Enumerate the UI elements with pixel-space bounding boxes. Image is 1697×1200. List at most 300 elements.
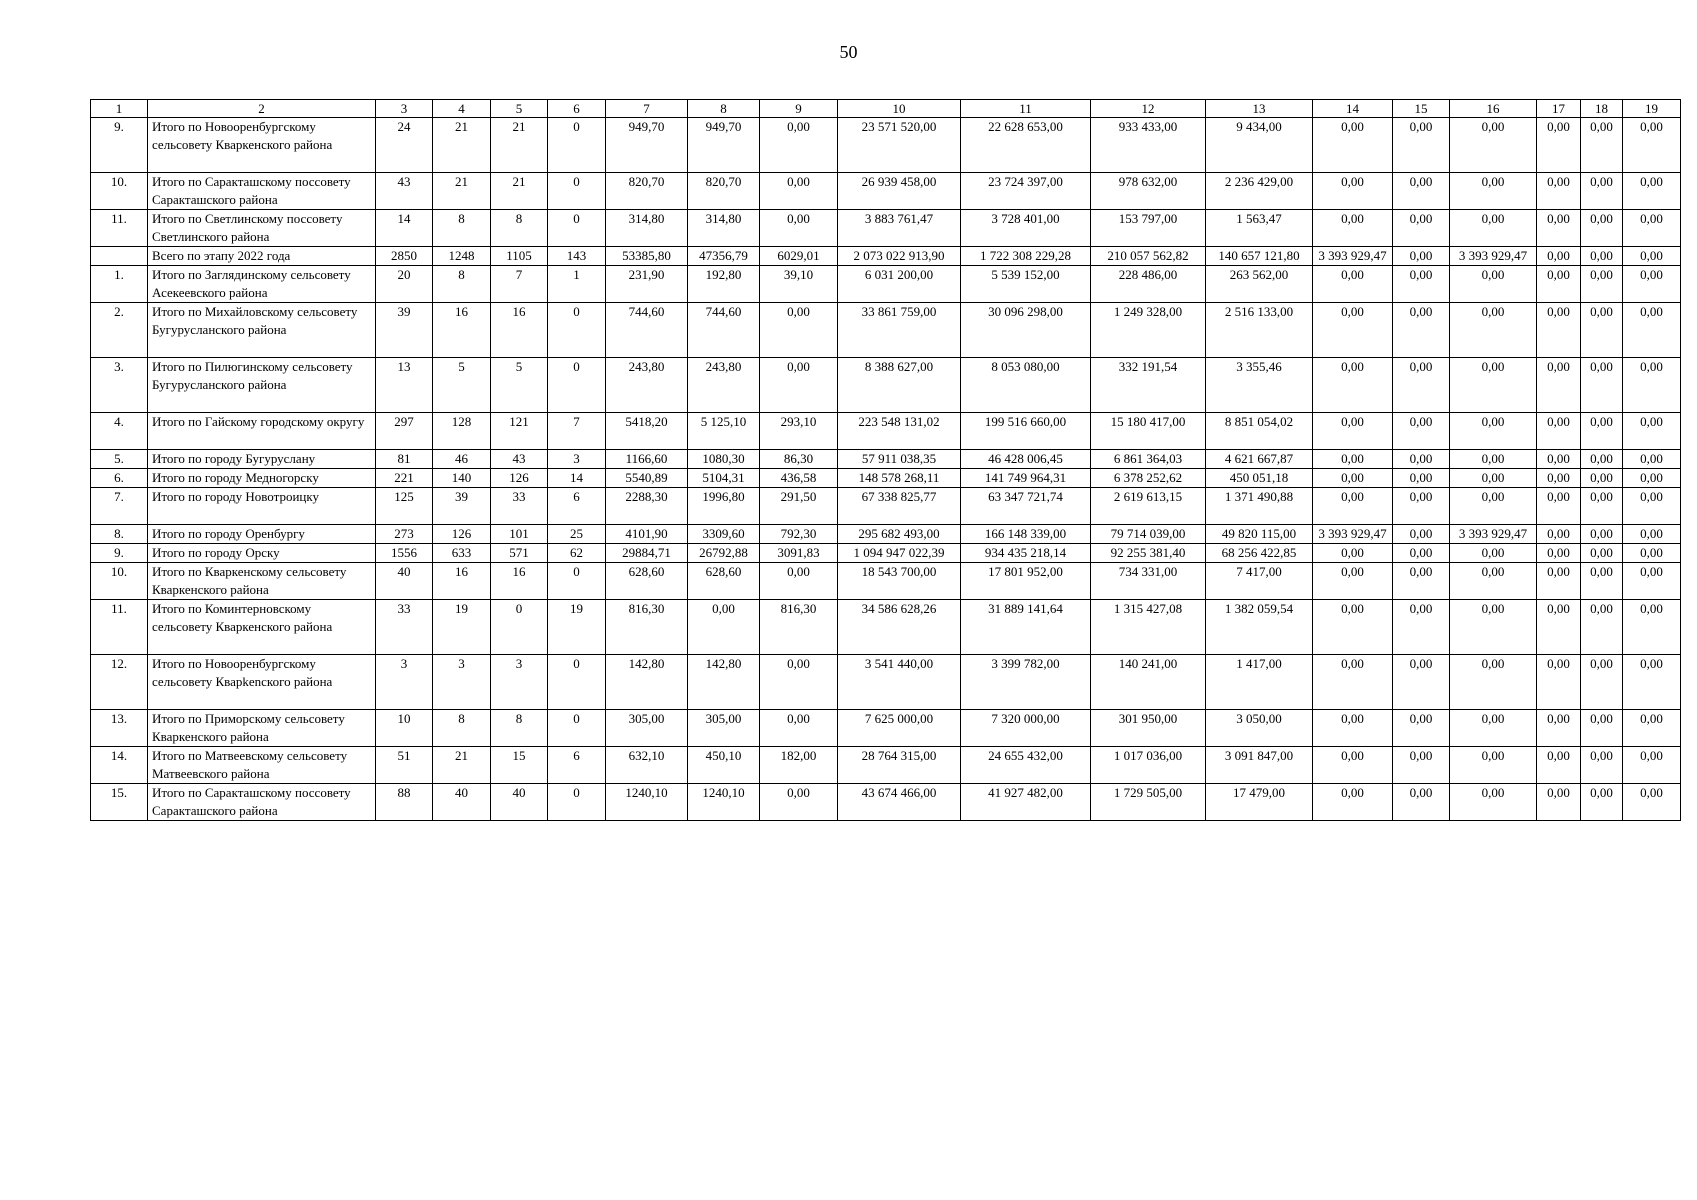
table-cell: 0,00 — [1313, 266, 1393, 303]
table-row — [91, 303, 1681, 358]
table-row — [91, 118, 1681, 173]
table-cell: 1 017 036,00 — [1091, 747, 1206, 784]
table-cell: 0,00 — [1537, 413, 1581, 450]
table-cell: 6029,01 — [760, 247, 838, 266]
table-cell: 0,00 — [1393, 525, 1450, 544]
table-cell: 16 — [433, 303, 491, 358]
table-cell: 0 — [548, 710, 606, 747]
table-cell: 1240,10 — [606, 784, 688, 821]
table-cell: 121 — [491, 413, 548, 450]
table-cell: 21 — [433, 747, 491, 784]
table-cell: 0,00 — [1450, 488, 1537, 525]
table-row — [91, 655, 1681, 710]
table-cell: 0,00 — [1313, 488, 1393, 525]
table-cell: 0,00 — [1623, 266, 1681, 303]
table-cell: 16 — [491, 563, 548, 600]
table-cell: 0 — [548, 358, 606, 413]
table-cell: 0,00 — [1393, 469, 1450, 488]
table-cell: 632,10 — [606, 747, 688, 784]
table-cell: 1 417,00 — [1206, 655, 1313, 710]
table-cell: 0,00 — [1393, 563, 1450, 600]
table-cell: 243,80 — [688, 358, 760, 413]
table-cell: 332 191,54 — [1091, 358, 1206, 413]
table-cell: 0,00 — [1581, 655, 1623, 710]
table-cell: 0,00 — [1537, 118, 1581, 173]
table-cell: 0,00 — [1450, 600, 1537, 655]
row-name: Итого по Саракташскому поссовету Саракташского района — [148, 173, 376, 210]
row-name: Итого по Матвеевскому сельсовету Матвеевского района — [148, 747, 376, 784]
column-number: 12 — [1091, 100, 1206, 118]
table-cell: 3 541 440,00 — [838, 655, 961, 710]
table-cell: 1 722 308 229,28 — [961, 247, 1091, 266]
table-cell: 40 — [491, 784, 548, 821]
table-cell: 0,00 — [1537, 525, 1581, 544]
table-cell: 1105 — [491, 247, 548, 266]
table-cell: 39,10 — [760, 266, 838, 303]
table-cell: 0,00 — [1623, 118, 1681, 173]
row-number: 15. — [91, 784, 148, 821]
table-cell: 1556 — [376, 544, 433, 563]
table-cell: 0,00 — [1623, 655, 1681, 710]
table-cell: 1 — [548, 266, 606, 303]
table-cell: 16 — [433, 563, 491, 600]
table-cell: 140 657 121,80 — [1206, 247, 1313, 266]
table-cell: 24 655 432,00 — [961, 747, 1091, 784]
table-cell: 3 — [376, 655, 433, 710]
row-name: Итого по Гайскому городскому округу — [148, 413, 376, 450]
table-cell: 0,00 — [1623, 600, 1681, 655]
table-cell: 228 486,00 — [1091, 266, 1206, 303]
table-cell: 0,00 — [1313, 173, 1393, 210]
table-cell: 450,10 — [688, 747, 760, 784]
table-cell: 0,00 — [1313, 358, 1393, 413]
table-cell: 30 096 298,00 — [961, 303, 1091, 358]
table-row — [91, 173, 1681, 210]
table-cell: 8 053 080,00 — [961, 358, 1091, 413]
table-cell: 63 347 721,74 — [961, 488, 1091, 525]
column-number-row — [91, 100, 1681, 118]
table-cell: 14 — [548, 469, 606, 488]
table-cell: 140 241,00 — [1091, 655, 1206, 710]
column-number: 6 — [548, 100, 606, 118]
table-cell: 0,00 — [1581, 210, 1623, 247]
row-name: Итого по Михайловскому сельсовету Бугурусланского района — [148, 303, 376, 358]
table-cell: 67 338 825,77 — [838, 488, 961, 525]
table-cell: 295 682 493,00 — [838, 525, 961, 544]
column-number: 2 — [148, 100, 376, 118]
table-cell: 3 — [433, 655, 491, 710]
table-cell: 0,00 — [760, 173, 838, 210]
table-cell: 633 — [433, 544, 491, 563]
table-cell: 223 548 131,02 — [838, 413, 961, 450]
table-cell: 0,00 — [760, 710, 838, 747]
column-number: 9 — [760, 100, 838, 118]
table-cell: 2288,30 — [606, 488, 688, 525]
table-cell: 142,80 — [606, 655, 688, 710]
table-cell: 0,00 — [1623, 488, 1681, 525]
table-cell: 15 — [491, 747, 548, 784]
table-cell: 1248 — [433, 247, 491, 266]
table-cell: 8 — [433, 710, 491, 747]
table-row — [91, 450, 1681, 469]
row-name: Итого по Новооренбургскому сельсовету Кварkenского района — [148, 655, 376, 710]
row-number: 5. — [91, 450, 148, 469]
table-cell: 0,00 — [1537, 358, 1581, 413]
table-row — [91, 563, 1681, 600]
table-cell: 0,00 — [760, 358, 838, 413]
table-cell: 0,00 — [1393, 118, 1450, 173]
table-cell: 301 950,00 — [1091, 710, 1206, 747]
table-cell: 21 — [433, 118, 491, 173]
table-row — [91, 469, 1681, 488]
table-cell: 125 — [376, 488, 433, 525]
table-cell: 1 371 490,88 — [1206, 488, 1313, 525]
table-cell: 436,58 — [760, 469, 838, 488]
table-cell: 0,00 — [1393, 710, 1450, 747]
page-number: 50 — [839, 42, 858, 62]
table-cell: 0,00 — [1450, 563, 1537, 600]
table-cell: 51 — [376, 747, 433, 784]
row-number: 11. — [91, 600, 148, 655]
table-cell: 978 632,00 — [1091, 173, 1206, 210]
table-cell: 2 516 133,00 — [1206, 303, 1313, 358]
table-cell: 0,00 — [1623, 173, 1681, 210]
table-cell: 0 — [548, 303, 606, 358]
table-cell: 0 — [548, 655, 606, 710]
table-cell: 8 851 054,02 — [1206, 413, 1313, 450]
row-name: Итого по Светлинскому поссовету Светлинского района — [148, 210, 376, 247]
table-cell: 5 125,10 — [688, 413, 760, 450]
table-cell: 79 714 039,00 — [1091, 525, 1206, 544]
table-cell: 0,00 — [1581, 469, 1623, 488]
table-cell: 6 861 364,03 — [1091, 450, 1206, 469]
table-cell: 0,00 — [1450, 266, 1537, 303]
table-row — [91, 247, 1681, 266]
table-cell: 7 417,00 — [1206, 563, 1313, 600]
row-number: 11. — [91, 210, 148, 247]
table-cell: 6 031 200,00 — [838, 266, 961, 303]
table-cell: 3 393 929,47 — [1450, 247, 1537, 266]
table-cell: 126 — [491, 469, 548, 488]
table-cell: 62 — [548, 544, 606, 563]
table-cell: 221 — [376, 469, 433, 488]
table-cell: 0,00 — [1537, 544, 1581, 563]
table-cell: 820,70 — [606, 173, 688, 210]
table-cell: 0 — [548, 173, 606, 210]
table-cell: 0,00 — [1537, 469, 1581, 488]
table-cell: 5 — [491, 358, 548, 413]
table-cell: 0,00 — [760, 563, 838, 600]
table-cell: 0,00 — [1581, 488, 1623, 525]
table-cell: 9 434,00 — [1206, 118, 1313, 173]
table-cell: 0,00 — [1450, 655, 1537, 710]
table-cell: 1 729 505,00 — [1091, 784, 1206, 821]
table-cell: 15 180 417,00 — [1091, 413, 1206, 450]
table-cell: 3 — [548, 450, 606, 469]
column-number: 7 — [606, 100, 688, 118]
table-cell: 21 — [433, 173, 491, 210]
table-cell: 0,00 — [1581, 173, 1623, 210]
table-row — [91, 600, 1681, 655]
table-cell: 126 — [433, 525, 491, 544]
table-cell: 68 256 422,85 — [1206, 544, 1313, 563]
table-cell: 3091,83 — [760, 544, 838, 563]
row-number: 3. — [91, 358, 148, 413]
table-row — [91, 266, 1681, 303]
table-cell: 1 563,47 — [1206, 210, 1313, 247]
table-cell: 628,60 — [606, 563, 688, 600]
row-name: Итого по Пилюгинскому сельсовету Бугурусланского района — [148, 358, 376, 413]
table-cell: 0,00 — [1537, 710, 1581, 747]
table-cell: 0 — [548, 563, 606, 600]
table-cell: 0,00 — [1313, 544, 1393, 563]
row-name: Итого по Приморскому сельсовету Кваркенского района — [148, 710, 376, 747]
table-cell: 49 820 115,00 — [1206, 525, 1313, 544]
table-cell: 0,00 — [1313, 450, 1393, 469]
table-cell: 0,00 — [1537, 210, 1581, 247]
table-cell: 0,00 — [1623, 247, 1681, 266]
table-cell: 0,00 — [1581, 358, 1623, 413]
table-cell: 820,70 — [688, 173, 760, 210]
table-cell: 0,00 — [1393, 747, 1450, 784]
table-cell: 0,00 — [760, 303, 838, 358]
table-cell: 1240,10 — [688, 784, 760, 821]
table-cell: 0,00 — [760, 784, 838, 821]
table-cell: 8 388 627,00 — [838, 358, 961, 413]
table-cell: 5 539 152,00 — [961, 266, 1091, 303]
table-cell: 0,00 — [1537, 450, 1581, 469]
table-cell: 628,60 — [688, 563, 760, 600]
row-name: Итого по Новооренбургскому сельсовету Кваркенского района — [148, 118, 376, 173]
table-row — [91, 358, 1681, 413]
table-cell: 24 — [376, 118, 433, 173]
row-number: 14. — [91, 747, 148, 784]
table-cell: 0,00 — [1623, 450, 1681, 469]
table-cell: 0,00 — [1313, 710, 1393, 747]
table-cell: 3 355,46 — [1206, 358, 1313, 413]
table-cell: 934 435 218,14 — [961, 544, 1091, 563]
table-cell: 0,00 — [1393, 247, 1450, 266]
table-cell: 0,00 — [1393, 173, 1450, 210]
table-cell: 7 320 000,00 — [961, 710, 1091, 747]
table-cell: 3 393 929,47 — [1450, 525, 1537, 544]
table-cell: 0 — [548, 210, 606, 247]
table-cell: 0,00 — [1393, 303, 1450, 358]
table-cell: 0,00 — [1623, 747, 1681, 784]
table-cell: 5540,89 — [606, 469, 688, 488]
table-cell: 314,80 — [606, 210, 688, 247]
table-cell: 2 073 022 913,90 — [838, 247, 961, 266]
table-cell: 305,00 — [688, 710, 760, 747]
table-cell: 2 619 613,15 — [1091, 488, 1206, 525]
table-cell: 19 — [548, 600, 606, 655]
table-cell: 23 571 520,00 — [838, 118, 961, 173]
table-cell: 92 255 381,40 — [1091, 544, 1206, 563]
table-row — [91, 710, 1681, 747]
table-cell: 4 621 667,87 — [1206, 450, 1313, 469]
table-cell: 2850 — [376, 247, 433, 266]
table-cell: 4101,90 — [606, 525, 688, 544]
table-cell: 0,00 — [1581, 450, 1623, 469]
table-cell: 571 — [491, 544, 548, 563]
table-cell: 8 — [433, 210, 491, 247]
table-cell: 0,00 — [1623, 563, 1681, 600]
table-cell: 20 — [376, 266, 433, 303]
column-number: 1 — [91, 100, 148, 118]
table-cell: 0 — [548, 118, 606, 173]
table-cell: 39 — [433, 488, 491, 525]
table-cell: 34 586 628,26 — [838, 600, 961, 655]
row-name: Итого по Кваркенскому сельсовету Кваркенского района — [148, 563, 376, 600]
table-cell: 40 — [376, 563, 433, 600]
column-number: 3 — [376, 100, 433, 118]
table-cell: 18 543 700,00 — [838, 563, 961, 600]
table-cell: 3 399 782,00 — [961, 655, 1091, 710]
table-cell: 7 — [491, 266, 548, 303]
table-cell: 0,00 — [1581, 563, 1623, 600]
table-cell: 0,00 — [1450, 118, 1537, 173]
table-cell: 16 — [491, 303, 548, 358]
table-cell: 0,00 — [1450, 303, 1537, 358]
table-cell: 43 — [491, 450, 548, 469]
table-cell: 0,00 — [1450, 747, 1537, 784]
column-number: 11 — [961, 100, 1091, 118]
table-cell: 0,00 — [1450, 173, 1537, 210]
table-cell: 1 094 947 022,39 — [838, 544, 961, 563]
table-cell: 128 — [433, 413, 491, 450]
row-number: 8. — [91, 525, 148, 544]
table-cell: 0,00 — [1450, 358, 1537, 413]
table-cell: 8 — [491, 210, 548, 247]
table-cell: 0,00 — [1581, 600, 1623, 655]
table-cell: 2 236 429,00 — [1206, 173, 1313, 210]
table-cell: 43 674 466,00 — [838, 784, 961, 821]
table-cell: 0,00 — [1581, 784, 1623, 821]
table-cell: 0,00 — [760, 655, 838, 710]
table-cell: 0,00 — [1537, 488, 1581, 525]
row-name: Итого по Заглядинскому сельсовету Асекеевского района — [148, 266, 376, 303]
table-cell: 0,00 — [1581, 247, 1623, 266]
row-name: Итого по городу Орску — [148, 544, 376, 563]
table-cell: 5418,20 — [606, 413, 688, 450]
table-cell: 26792,88 — [688, 544, 760, 563]
table-cell: 273 — [376, 525, 433, 544]
column-number: 13 — [1206, 100, 1313, 118]
table-cell: 21 — [491, 173, 548, 210]
row-name: Итого по городу Оренбургу — [148, 525, 376, 544]
row-number: 9. — [91, 118, 148, 173]
table-cell: 0,00 — [1313, 655, 1393, 710]
table-cell: 166 148 339,00 — [961, 525, 1091, 544]
table-cell: 0,00 — [1623, 784, 1681, 821]
table-cell: 0,00 — [1537, 266, 1581, 303]
table-cell: 31 889 141,64 — [961, 600, 1091, 655]
table-cell: 744,60 — [688, 303, 760, 358]
table-cell: 1166,60 — [606, 450, 688, 469]
row-number: 2. — [91, 303, 148, 358]
table-cell: 0,00 — [1313, 747, 1393, 784]
table-row — [91, 747, 1681, 784]
row-number: 7. — [91, 488, 148, 525]
table-cell: 0,00 — [1450, 210, 1537, 247]
table-cell: 0,00 — [1623, 210, 1681, 247]
table-cell: 0,00 — [1581, 266, 1623, 303]
table-cell: 41 927 482,00 — [961, 784, 1091, 821]
table-cell: 7 — [548, 413, 606, 450]
table-cell: 0,00 — [1623, 469, 1681, 488]
column-number: 8 — [688, 100, 760, 118]
table-cell: 8 — [433, 266, 491, 303]
table-cell: 3 — [491, 655, 548, 710]
table-cell: 6 — [548, 488, 606, 525]
table-cell: 0,00 — [1393, 266, 1450, 303]
row-name: Итого по городу Медногорску — [148, 469, 376, 488]
column-number: 16 — [1450, 100, 1537, 118]
table-cell: 0,00 — [1393, 210, 1450, 247]
table-cell: 0,00 — [1450, 413, 1537, 450]
table-row — [91, 413, 1681, 450]
table-cell: 0,00 — [760, 210, 838, 247]
table-cell: 305,00 — [606, 710, 688, 747]
table-cell: 0,00 — [1393, 600, 1450, 655]
row-number — [91, 247, 148, 266]
table-cell: 101 — [491, 525, 548, 544]
table-cell: 140 — [433, 469, 491, 488]
table-cell: 0,00 — [1313, 469, 1393, 488]
table-cell: 57 911 038,35 — [838, 450, 961, 469]
table-cell: 0,00 — [1313, 563, 1393, 600]
table-cell: 3 728 401,00 — [961, 210, 1091, 247]
table-cell: 0,00 — [1537, 563, 1581, 600]
table-cell: 28 764 315,00 — [838, 747, 961, 784]
table-cell: 949,70 — [606, 118, 688, 173]
table-cell: 26 939 458,00 — [838, 173, 961, 210]
row-number: 1. — [91, 266, 148, 303]
table-row — [91, 525, 1681, 544]
table-cell: 6 — [548, 747, 606, 784]
table-cell: 263 562,00 — [1206, 266, 1313, 303]
table-cell: 13 — [376, 358, 433, 413]
table-cell: 0,00 — [1581, 525, 1623, 544]
table-cell: 0,00 — [1393, 358, 1450, 413]
table-cell: 3309,60 — [688, 525, 760, 544]
row-number: 10. — [91, 563, 148, 600]
table-row — [91, 488, 1681, 525]
table-cell: 3 050,00 — [1206, 710, 1313, 747]
table-cell: 53385,80 — [606, 247, 688, 266]
table-cell: 0,00 — [1450, 710, 1537, 747]
table-cell: 39 — [376, 303, 433, 358]
table-cell: 0,00 — [1450, 784, 1537, 821]
table-cell: 88 — [376, 784, 433, 821]
table-cell: 0,00 — [1393, 784, 1450, 821]
table-cell: 792,30 — [760, 525, 838, 544]
table-cell: 19 — [433, 600, 491, 655]
table-cell: 949,70 — [688, 118, 760, 173]
table-cell: 23 724 397,00 — [961, 173, 1091, 210]
table-cell: 0 — [491, 600, 548, 655]
table-cell: 0,00 — [1581, 710, 1623, 747]
table-cell: 81 — [376, 450, 433, 469]
table-cell: 3 883 761,47 — [838, 210, 961, 247]
table-cell: 0,00 — [1393, 655, 1450, 710]
table-cell: 0,00 — [1623, 303, 1681, 358]
table-cell: 3 393 929,47 — [1313, 525, 1393, 544]
table-cell: 0,00 — [1313, 784, 1393, 821]
table-cell: 0,00 — [688, 600, 760, 655]
table-cell: 0,00 — [1623, 413, 1681, 450]
row-number: 12. — [91, 655, 148, 710]
